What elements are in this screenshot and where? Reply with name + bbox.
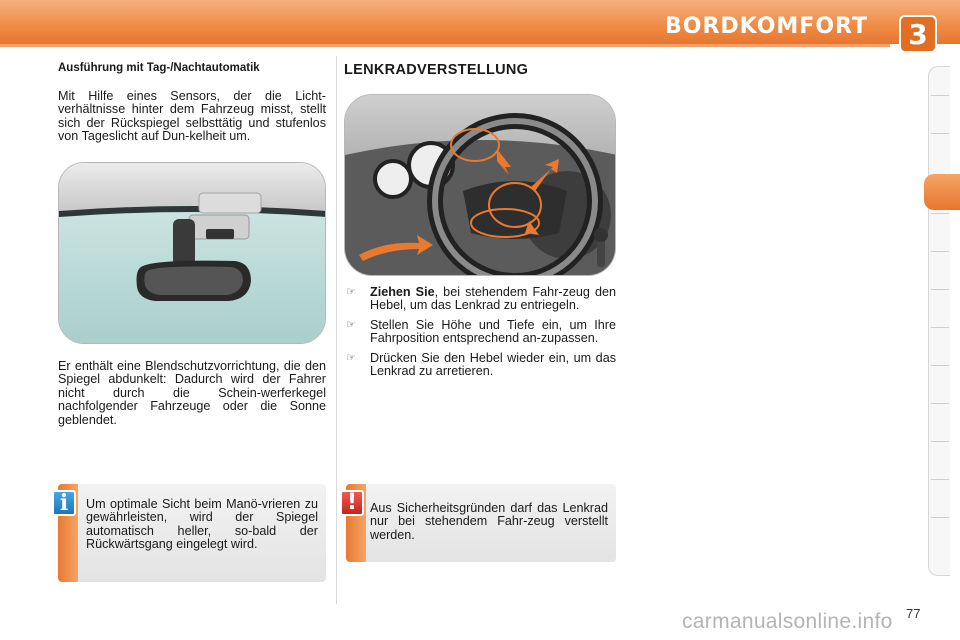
pointing-hand-icon: ☞ — [346, 318, 356, 331]
info-note-box — [58, 484, 326, 582]
header-underline — [0, 44, 890, 47]
rearview-mirror-illustration — [59, 163, 326, 344]
chapter-tab-column — [928, 66, 950, 576]
chapter-number: 3 — [908, 18, 928, 51]
instruction-item: ☞ Drücken Sie den Hebel wieder ein, um das Lenkrad zu arretieren. — [346, 350, 616, 379]
page-number: 77 — [906, 606, 921, 621]
column-divider — [336, 56, 337, 604]
warning-note-box — [346, 484, 616, 562]
warning-note-text: Aus Sicherheitsgründen darf das Lenkrad nur bei stehendem Fahr-zeug verstellt werden. — [370, 501, 608, 542]
info-icon: i — [52, 490, 76, 516]
active-chapter-tab[interactable] — [924, 174, 960, 210]
rearview-mirror-photo — [58, 162, 326, 344]
anti-glare-paragraph: Er enthält eine Blendschutzvorrichtung, die den Spiegel abdunkelt: Dadurch wird der Fahrer nicht durch die Schein-werferkegel nachfolgender Fahrzeuge oder die Sonne geblendet. — [58, 359, 326, 427]
steering-wheel-photo — [344, 94, 616, 276]
warning-icon: ! — [340, 490, 364, 516]
chapter-title: BORDKOMFORT — [664, 14, 868, 39]
instruction-item: ☞ Ziehen Sie, bei stehendem Fahr-zeug den Hebel, um das Lenkrad zu entriegeln. — [346, 285, 616, 313]
sensor-paragraph: Mit Hilfe eines Sensors, der die Licht-verhältnisse hinter dem Fahrzeug misst, stellt sich der Rückspiegel selbsttätig und stufenlos von Tageslicht auf Dun-kelheit um. — [58, 89, 326, 144]
steering-adjustment-illustration — [345, 95, 616, 276]
chapter-number-badge — [898, 14, 938, 54]
instruction-item: ☞ Stellen Sie Höhe und Tiefe ein, um Ihre Fahrposition entsprechend an-zupassen. — [346, 317, 616, 346]
instruction-list — [346, 286, 616, 384]
pointing-hand-icon: ☞ — [346, 351, 356, 364]
info-note-text: Um optimale Sicht beim Manö-vrieren zu gewährleisten, wird der Spiegel automatisch heller, so-bald der Rückwärtsgang eingelegt wird. — [86, 497, 318, 552]
page-section-title: LENKRADVERSTELLUNG — [344, 62, 529, 78]
section-subheading: Ausführung mit Tag-/Nachtautomatik — [58, 62, 260, 74]
watermark-text: carmanualsonline.info — [682, 610, 893, 633]
pointing-hand-icon: ☞ — [346, 286, 356, 298]
